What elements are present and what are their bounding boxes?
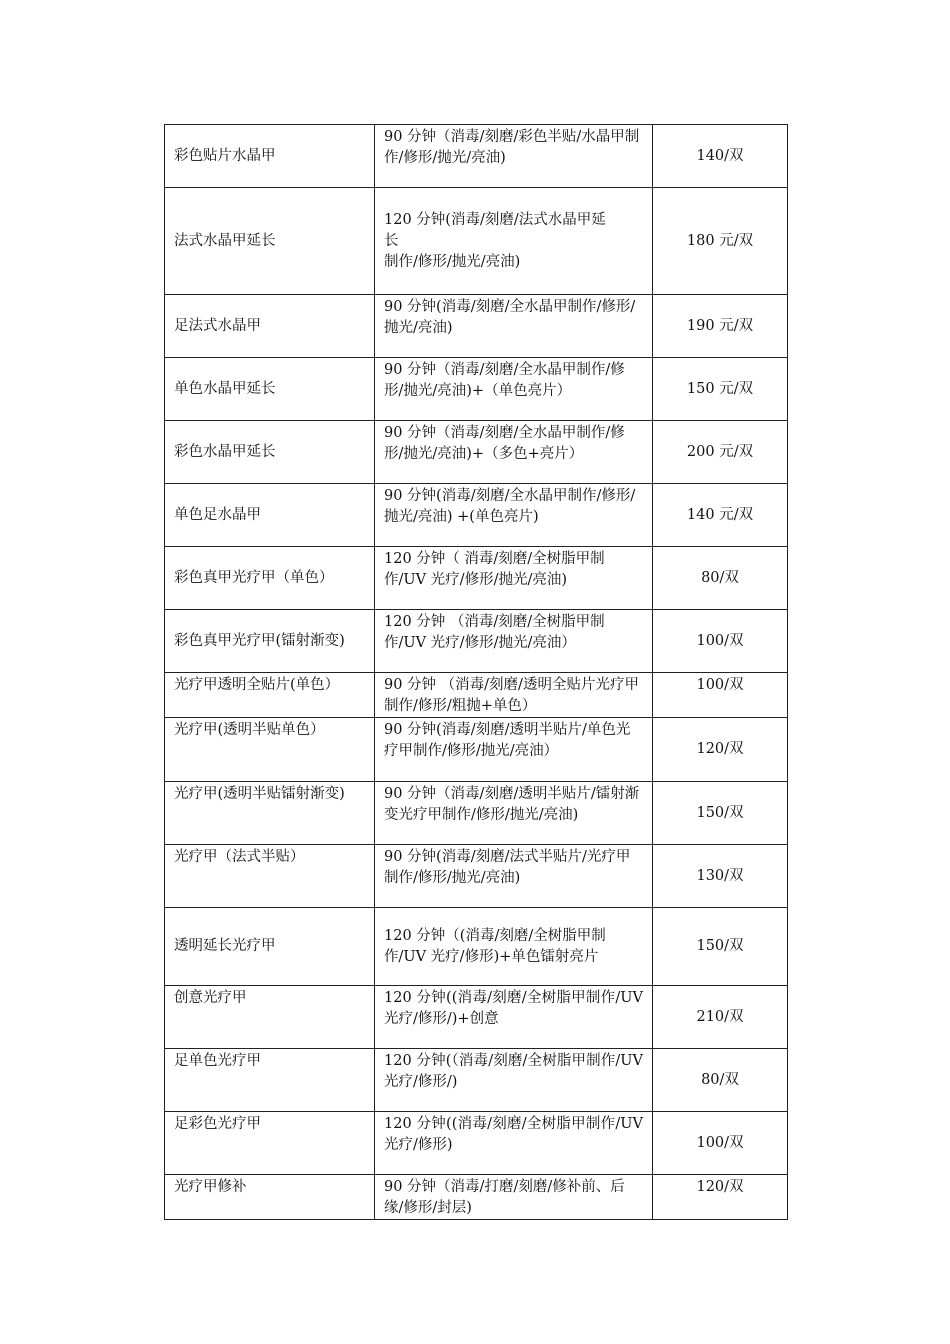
service-description: 90 分钟（消毒/刻磨/全水晶甲制作/修形/抛光/亮油)+（多色+亮片） bbox=[375, 421, 653, 484]
table-row bbox=[165, 1049, 788, 1112]
table-row bbox=[165, 421, 788, 484]
service-name: 法式水晶甲延长 bbox=[165, 188, 375, 295]
service-name: 光疗甲(透明半贴单色） bbox=[165, 718, 375, 782]
service-name: 彩色贴片水晶甲 bbox=[165, 125, 375, 188]
service-description bbox=[375, 188, 653, 295]
service-name: 光疗甲(透明半贴镭射渐变) bbox=[165, 782, 375, 845]
table-row bbox=[165, 782, 788, 845]
service-price: 150/双 bbox=[653, 908, 788, 986]
service-description: 90 分钟(消毒/刻磨/全水晶甲制作/修形/抛光/亮油) bbox=[375, 295, 653, 358]
table-row bbox=[165, 908, 788, 986]
service-price: 180 元/双 bbox=[653, 188, 788, 295]
service-description: 90 分钟（消毒/刻磨/透明半贴片/镭射渐变光疗甲制作/修形/抛光/亮油) bbox=[375, 782, 653, 845]
service-description: 90 分钟（消毒/刻磨/彩色半贴/水晶甲制作/修形/抛光/亮油) bbox=[375, 125, 653, 188]
service-price: 80/双 bbox=[653, 1049, 788, 1112]
description-line: 120 分钟(消毒/刻磨/法式水晶甲延长 制作/修形/抛光/亮油) bbox=[384, 211, 606, 270]
service-description: 90 分钟(消毒/刻磨/全水晶甲制作/修形/抛光/亮油) +(单色亮片) bbox=[375, 484, 653, 547]
service-name: 彩色真甲光疗甲（单色） bbox=[165, 547, 375, 610]
service-description: 120 分钟（ 消毒/刻磨/全树脂甲制作/UV 光疗/修形/抛光/亮油) bbox=[375, 547, 653, 610]
service-price: 130/双 bbox=[653, 845, 788, 908]
table-row bbox=[165, 718, 788, 782]
table-row bbox=[165, 673, 788, 718]
service-name: 光疗甲修补 bbox=[165, 1175, 375, 1220]
table-row bbox=[165, 295, 788, 358]
price-table bbox=[164, 124, 788, 1220]
service-name: 光疗甲透明全贴片(单色） bbox=[165, 673, 375, 718]
service-description: 120 分钟(（消毒/刻磨/全树脂甲制作/UV 光疗/修形/) bbox=[375, 1049, 653, 1112]
service-description: 120 分钟((消毒/刻磨/全树脂甲制作/UV 光疗/修形/)+创意 bbox=[375, 986, 653, 1049]
service-description: 120 分钟（(消毒/刻磨/全树脂甲制作/UV 光疗/修形)+单色镭射亮片 bbox=[375, 908, 653, 986]
service-price: 100/双 bbox=[653, 1112, 788, 1175]
service-price: 200 元/双 bbox=[653, 421, 788, 484]
service-price: 120/双 bbox=[653, 1175, 788, 1220]
service-name: 彩色真甲光疗甲(镭射渐变) bbox=[165, 610, 375, 673]
service-description: 90 分钟（消毒/刻磨/全水晶甲制作/修形/抛光/亮油)+（单色亮片） bbox=[375, 358, 653, 421]
service-name: 彩色水晶甲延长 bbox=[165, 421, 375, 484]
service-description: 120 分钟 （消毒/刻磨/全树脂甲制作/UV 光疗/修形/抛光/亮油） bbox=[375, 610, 653, 673]
service-price: 190 元/双 bbox=[653, 295, 788, 358]
service-price: 140 元/双 bbox=[653, 484, 788, 547]
service-name: 单色足水晶甲 bbox=[165, 484, 375, 547]
table-row bbox=[165, 1175, 788, 1220]
service-price: 150/双 bbox=[653, 782, 788, 845]
service-name: 足彩色光疗甲 bbox=[165, 1112, 375, 1175]
table-row bbox=[165, 125, 788, 188]
table-row bbox=[165, 547, 788, 610]
service-description: 90 分钟 （消毒/刻磨/透明全贴片光疗甲制作/修形/粗抛+单色） bbox=[375, 673, 653, 718]
table-row bbox=[165, 986, 788, 1049]
service-description: 90 分钟（消毒/打磨/刻磨/修补前、后缘/修形/封层) bbox=[375, 1175, 653, 1220]
service-price: 150 元/双 bbox=[653, 358, 788, 421]
service-price: 120/双 bbox=[653, 718, 788, 782]
service-name: 单色水晶甲延长 bbox=[165, 358, 375, 421]
service-name: 足法式水晶甲 bbox=[165, 295, 375, 358]
table-row bbox=[165, 845, 788, 908]
table-row bbox=[165, 610, 788, 673]
service-price: 100/双 bbox=[653, 610, 788, 673]
service-description: 90 分钟(消毒/刻磨/法式半贴片/光疗甲制作/修形/抛光/亮油) bbox=[375, 845, 653, 908]
service-name: 光疗甲（法式半贴） bbox=[165, 845, 375, 908]
table-row bbox=[165, 188, 788, 295]
service-description: 120 分钟((消毒/刻磨/全树脂甲制作/UV 光疗/修形) bbox=[375, 1112, 653, 1175]
table-row bbox=[165, 1112, 788, 1175]
service-name: 透明延长光疗甲 bbox=[165, 908, 375, 986]
service-name: 创意光疗甲 bbox=[165, 986, 375, 1049]
service-description: 90 分钟(消毒/刻磨/透明半贴片/单色光疗甲制作/修形/抛光/亮油） bbox=[375, 718, 653, 782]
service-name: 足单色光疗甲 bbox=[165, 1049, 375, 1112]
service-price: 140/双 bbox=[653, 125, 788, 188]
service-price: 210/双 bbox=[653, 986, 788, 1049]
service-price: 100/双 bbox=[653, 673, 788, 718]
service-price: 80/双 bbox=[653, 547, 788, 610]
table-row bbox=[165, 358, 788, 421]
table-row bbox=[165, 484, 788, 547]
